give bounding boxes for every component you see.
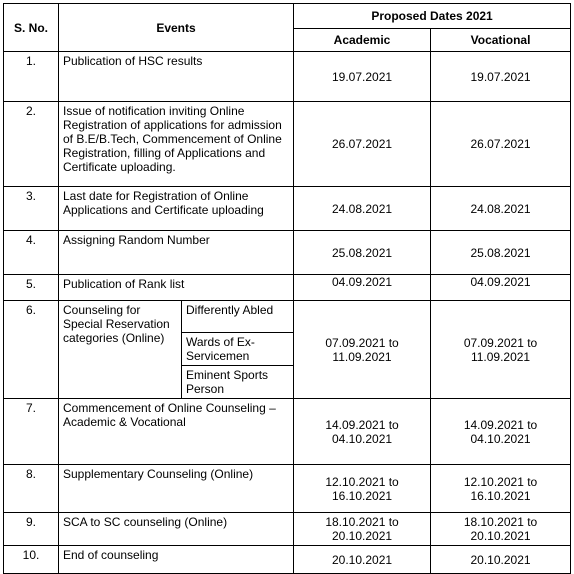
row-academic-date: 07.09.2021 to 11.09.2021 (294, 301, 431, 399)
row-event: Last date for Registration of Online Applications and Certificate uploading (59, 187, 294, 231)
table-row (4, 465, 571, 513)
row-vocational-date: 04.09.2021 (431, 275, 571, 301)
row-event: Assigning Random Number (59, 231, 294, 275)
row-vocational-date: 25.08.2021 (431, 231, 571, 275)
row-sub-category: Wards of Ex-Servicemen (182, 333, 294, 366)
row-academic-date: 24.08.2021 (294, 187, 431, 231)
header-academic: Academic (294, 29, 431, 52)
row-vocational-date: 26.07.2021 (431, 102, 571, 187)
row-vocational-date: 07.09.2021 to 11.09.2021 (431, 301, 571, 399)
header-proposed-dates: Proposed Dates 2021 (294, 4, 571, 29)
row-sno: 9. (4, 513, 59, 546)
row-academic-date: 04.09.2021 (294, 275, 431, 301)
row-sub-category: Eminent Sports Person (182, 366, 294, 399)
row-sno: 5. (4, 275, 59, 301)
row-sno: 10. (4, 546, 59, 574)
row-event: Commencement of Online Counseling – Academic & Vocational (59, 399, 294, 465)
table-row (4, 399, 571, 465)
header-vocational: Vocational (431, 29, 571, 52)
table-row (4, 546, 571, 574)
table-row (4, 102, 571, 187)
row-event: Issue of notification inviting Online Registration of applications for admission of B.E/B.Tech, Commencement of Online Registration, filling of Applications and Certificate uploading. (59, 102, 294, 187)
row-sno: 2. (4, 102, 59, 187)
row-event: SCA to SC counseling (Online) (59, 513, 294, 546)
table-row (4, 513, 571, 546)
table-row (4, 187, 571, 231)
row-sno: 6. (4, 301, 59, 399)
row-event: Supplementary Counseling (Online) (59, 465, 294, 513)
row-event: End of counseling (59, 546, 294, 574)
row-academic-date: 12.10.2021 to 16.10.2021 (294, 465, 431, 513)
row-sno: 3. (4, 187, 59, 231)
header-sno: S. No. (4, 4, 59, 52)
row-event: Publication of HSC results (59, 52, 294, 102)
schedule-table (3, 3, 571, 574)
row-vocational-date: 20.10.2021 (431, 546, 571, 574)
row-academic-date: 18.10.2021 to 20.10.2021 (294, 513, 431, 546)
row-vocational-date: 24.08.2021 (431, 187, 571, 231)
row-event: Counseling for Special Reservation categories (Online) (59, 301, 182, 399)
row-vocational-date: 19.07.2021 (431, 52, 571, 102)
row-sno: 8. (4, 465, 59, 513)
table-row (4, 301, 571, 333)
row-sno: 1. (4, 52, 59, 102)
table-row (4, 231, 571, 275)
row-sno: 4. (4, 231, 59, 275)
header-events: Events (59, 4, 294, 52)
row-vocational-date: 18.10.2021 to 20.10.2021 (431, 513, 571, 546)
row-vocational-date: 12.10.2021 to 16.10.2021 (431, 465, 571, 513)
row-sub-category: Differently Abled (182, 301, 294, 333)
row-vocational-date: 14.09.2021 to 04.10.2021 (431, 399, 571, 465)
table-row (4, 275, 571, 301)
row-academic-date: 26.07.2021 (294, 102, 431, 187)
row-academic-date: 25.08.2021 (294, 231, 431, 275)
table-row (4, 52, 571, 102)
row-academic-date: 20.10.2021 (294, 546, 431, 574)
row-event: Publication of Rank list (59, 275, 294, 301)
row-sno: 7. (4, 399, 59, 465)
row-academic-date: 14.09.2021 to 04.10.2021 (294, 399, 431, 465)
row-academic-date: 19.07.2021 (294, 52, 431, 102)
